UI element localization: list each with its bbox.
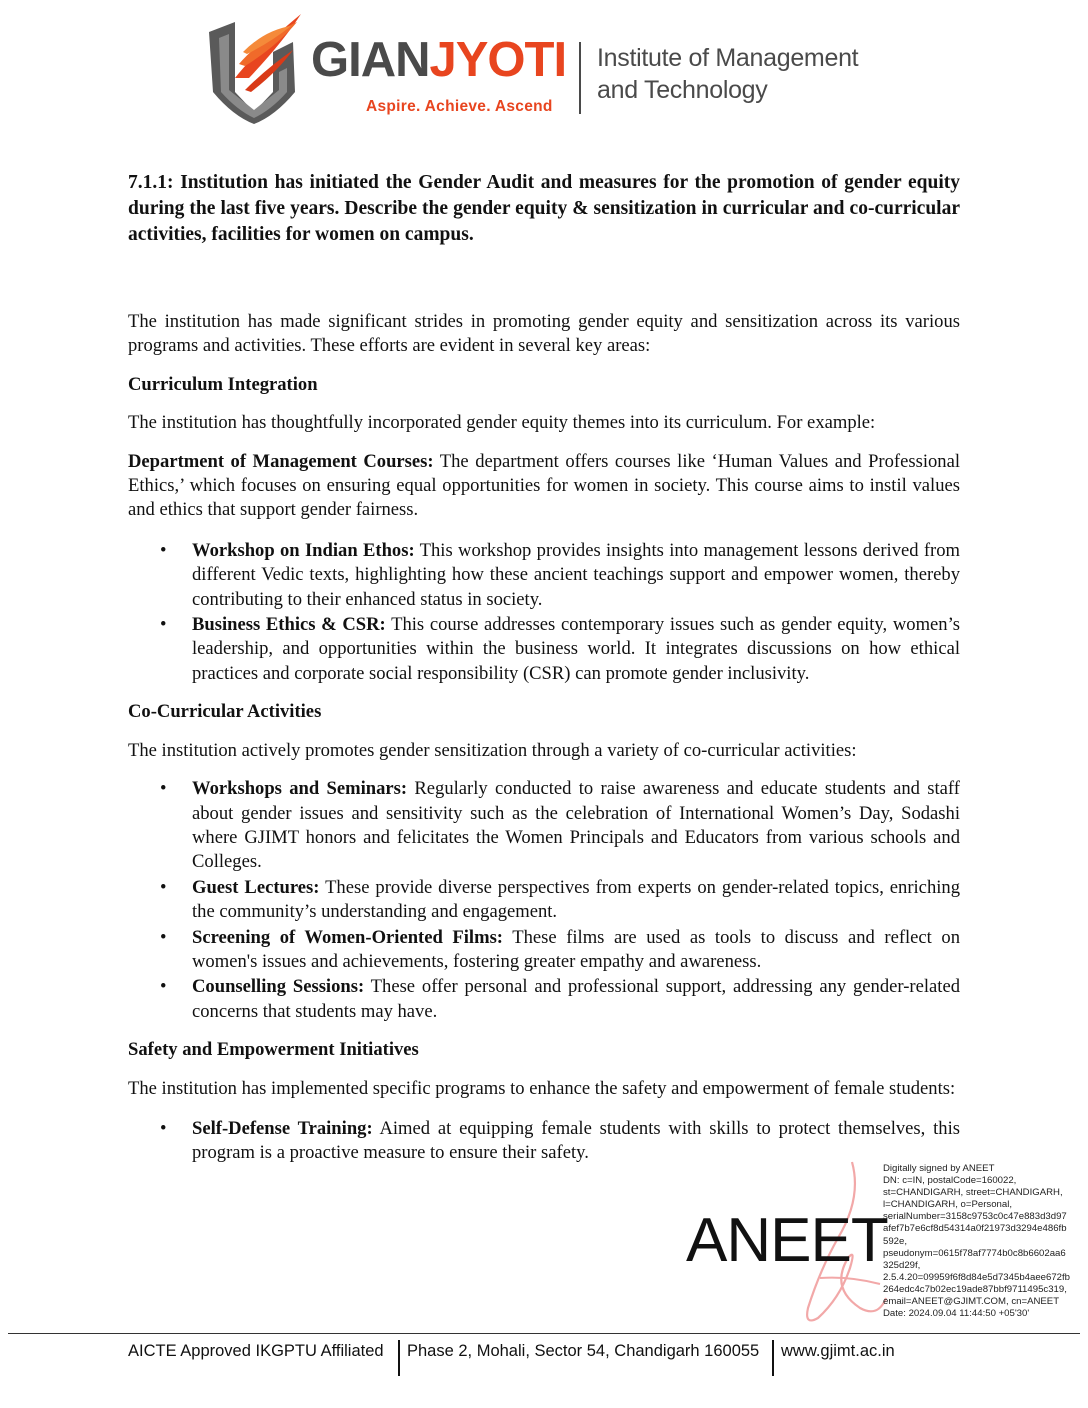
bullet-label: Screening of Women-Oriented Films: (192, 926, 504, 948)
curriculum-text: The institution has thoughtfully incorporated gender equity themes into its curriculum. For example: (128, 412, 876, 434)
bullet-label: Counselling Sessions: (192, 976, 365, 998)
signature-detail-line: 264edc4c7b02ec19ade87bbf9711495c319, (883, 1283, 1067, 1295)
bullet-icon: • (160, 1117, 167, 1139)
signature-detail-line: 592e, (883, 1235, 908, 1247)
shield-logo-icon (205, 12, 303, 124)
signature-detail-line: st=CHANDIGARH, street=CHANDIGARH, (883, 1187, 1063, 1199)
safety-text: The institution has implemented specific programs to enhance the safety and empowerment of female students: (128, 1077, 956, 1099)
footer-rule (8, 1333, 1080, 1334)
bullet-label: Self-Defense Training: (192, 1117, 373, 1139)
signature-detail-line: email=ANEET@GJIMT.COM, cn=ANEET (883, 1296, 1060, 1308)
bullet-icon: • (160, 926, 167, 948)
footer-address: Phase 2, Mohali, Sector 54, Chandigarh 160055 (407, 1342, 760, 1360)
department-label: Department of Management Courses: (128, 450, 434, 472)
section-heading-cocurricular: Co-Curricular Activities (128, 701, 322, 723)
list-item (128, 777, 960, 875)
institute-line-2: and Technology (597, 76, 768, 104)
bullet-icon: • (160, 876, 167, 898)
department-paragraph (128, 450, 960, 523)
signature-details (883, 1163, 1078, 1320)
bullet-label: Workshop on Indian Ethos: (192, 539, 415, 561)
bullet-label: Guest Lectures: (192, 876, 320, 898)
section-heading-safety: Safety and Empowerment Initiatives (128, 1039, 419, 1061)
institute-line-1: Institute of Management (597, 44, 859, 72)
cocurricular-bullet-list (128, 777, 960, 1024)
brand-name (311, 33, 567, 87)
bullet-text: These films are used as tools to discuss and reflect on women's issues and achievements, fostering greater empathy and awareness. (192, 926, 961, 972)
list-item (128, 975, 960, 1024)
document-body (128, 170, 960, 1166)
footer-affiliation: AICTE Approved IKGPTU Affiliated (128, 1342, 384, 1360)
header-divider (579, 42, 581, 114)
bullet-icon: • (160, 976, 167, 998)
signature-detail-line: l=CHANDIGARH, o=Personal, (883, 1199, 1013, 1211)
signature-detail-line: serialNumber=3158c9753c0c47e883d3d97 (883, 1211, 1067, 1223)
bullet-text: These provide diverse perspectives from experts on gender-related topics, enriching the community’s understanding and engagement. (192, 876, 960, 923)
bullet-icon: • (160, 614, 167, 636)
signature-detail-line: Digitally signed by ANEET (883, 1163, 995, 1174)
bullet-label: Business Ethics & CSR: (192, 614, 386, 636)
signature-detail-line: DN: c=IN, postalCode=160022, (883, 1175, 1017, 1187)
footer-separator (772, 1340, 774, 1376)
list-item (128, 926, 960, 975)
bullet-label: Workshops and Seminars: (192, 778, 408, 800)
curriculum-bullet-list (128, 539, 960, 686)
list-item (128, 539, 960, 612)
cocurricular-text: The institution actively promotes gender sensitization through a variety of co-curricular activities: (128, 739, 857, 761)
signature-detail-line: pseudonym=0615f78af7774b0c8b6602aa6 (883, 1247, 1066, 1259)
brand-part-jyoti: JYOTI (429, 33, 567, 87)
bullet-icon: • (160, 539, 167, 561)
bullet-text: Regularly conducted to raise awareness and educate students and staff about gender issues and sensitivity such as the celebration of International Women’s Day, Sodashi where GJIMT honors and felicitates the Women Principals and Educators from various schools and Colleges. (192, 778, 960, 873)
list-item (128, 876, 960, 925)
institute-name (597, 42, 858, 106)
brand-part-gian: GIAN (311, 33, 430, 87)
brand-tagline: Aspire. Achieve. Ascend (366, 98, 553, 115)
bullet-text: Aimed at equipping female students with skills to protect themselves, this program is a proactive measure to ensure their safety. (192, 1117, 960, 1164)
bullet-text: These offer personal and professional support, addressing any gender-related concerns that students may have. (192, 976, 960, 1022)
bullet-text: This course addresses contemporary issues such as gender equity, women’s leadership, and opportunities within the business world. It integrates discussions on how ethical practices and corporate social responsibility (CSR) can promote gender inclusivity. (192, 614, 960, 684)
signature-detail-line: 2.5.4.20=09959f6f8d84e5d7345b4aee672fb (883, 1271, 1070, 1283)
signature-detail-line: 325d29f, (883, 1259, 921, 1271)
criterion-title: 7.1.1: Institution has initiated the Gender Audit and measures for the promotion of gender equity during the last five years. Describe the gender equity & sensitization in curricular and co-curricular activities, facilities for women on campus. (128, 172, 960, 245)
footer-website-link[interactable]: www.gjimt.ac.in (781, 1342, 895, 1360)
page-header (205, 12, 905, 127)
intro-paragraph: The institution has made significant strides in promoting gender equity and sensitization across its various programs and activities. These efforts are evident in several key areas: (128, 311, 960, 357)
signature-name: ANEET (686, 1206, 888, 1275)
signature-detail-line: Date: 2024.09.04 11:44:50 +05'30' (883, 1308, 1030, 1320)
bullet-text: This workshop provides insights into management lessons derived from different Vedic texts, highlighting how these ancient teachings support and empower women, thereby contributing to their enhanced status in society. (192, 539, 961, 610)
bullet-icon: • (160, 778, 167, 800)
list-item (128, 613, 960, 686)
department-text: The department offers courses like ‘Human Values and Professional Ethics,’ which focuses on ensuring equal opportunities for women in society. This course aims to instil values and ethics that support gender fairness. (128, 450, 961, 521)
footer-separator (398, 1340, 400, 1376)
section-heading-curriculum: Curriculum Integration (128, 373, 318, 395)
signature-detail-line: afef7b7e6cf8d54314a0f21973d3294e486fb (883, 1223, 1067, 1235)
